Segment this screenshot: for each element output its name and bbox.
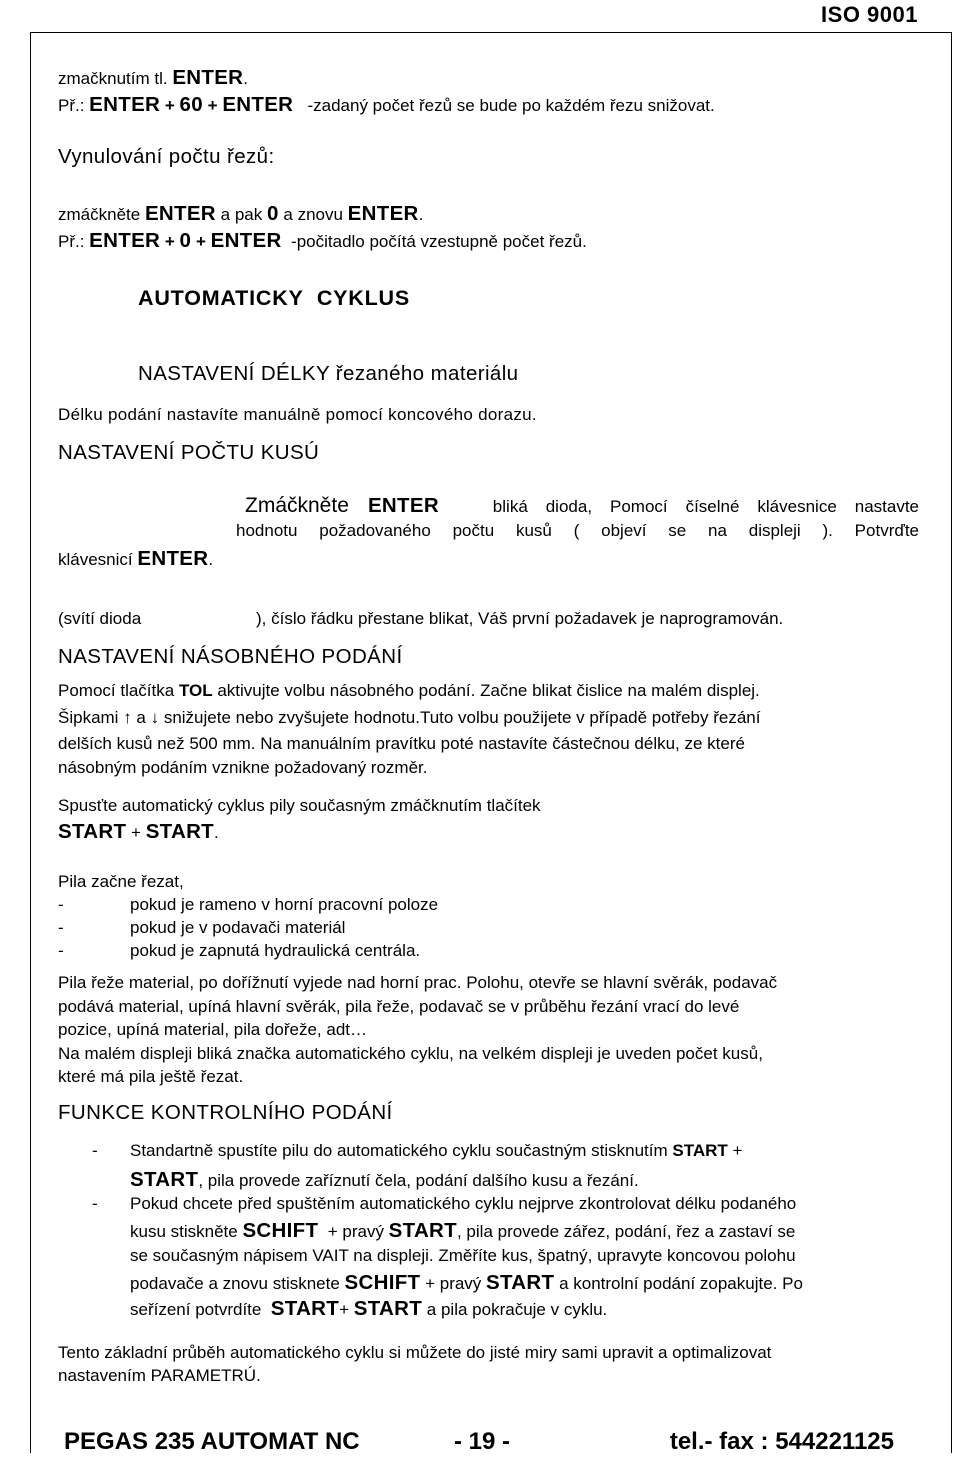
item-1-line-1 [130,1141,742,1161]
dash: - [58,895,64,914]
footer-model: PEGAS 235 AUTOMAT NC [64,1428,360,1455]
arrow-up-icon: ↑ [123,708,132,727]
dash: - [58,941,64,960]
condition-1 [58,895,438,915]
key-start: START [672,1141,728,1160]
text: Př.: [58,96,90,115]
count-line-1 [245,494,919,518]
text: . [208,550,214,569]
text: snižujete nebo zvyšujete hodnotu.Tuto volbu použijete v případě potřeby řezání [159,708,761,727]
key-0: 0 [179,229,192,252]
key-enter: ENTER [89,93,161,116]
process-line-4: Na malém displeji bliká značka automatického cyklu, na velkém displeji je uveden počet kusů, [58,1044,763,1063]
text: bliká dioda, Pomocí číselné klávesnice nastavte [438,497,919,516]
enter-line-2 [58,93,715,117]
item-2-line-1: Pokud chcete před spuštěním automatického cyklu nejprve zkontrolovat délku podaného [130,1194,797,1213]
auto-cycle-title: AUTOMATICKY CYKLUS [138,286,411,310]
text: + [202,96,223,115]
item-2-line-5 [130,1297,607,1321]
item-2-line-4 [130,1271,803,1295]
text: a pila pokračuje v cyklu. [422,1300,608,1319]
text: Př.: [58,232,90,251]
start-line-2 [58,820,219,844]
key-60: 60 [179,93,203,116]
text: + [191,232,211,251]
text: pokud je zapnutá hydraulická centrála. [130,941,421,960]
key-start: START [58,820,127,843]
text: a znovu [278,205,348,224]
text [245,494,919,518]
text: . [214,823,219,842]
key-start: START [130,1168,199,1191]
process-line-5: které má pila ještě řezat. [58,1067,244,1086]
item-2-line-2 [130,1219,795,1243]
footer-page-number: - 19 - [454,1428,511,1455]
arrow-down-icon: ↓ [150,708,160,727]
text: a kontrolní podání zopakujte. Po [554,1274,803,1293]
text: hodnotu požadovaného počtu kusů ( objeví se na displeji ). Potvrďte [236,521,919,540]
key-schift: SCHIFT [242,1219,319,1242]
text: + [160,96,180,115]
text: zmáčkněte [58,205,145,224]
key-start: START [145,820,214,843]
text: + [339,1300,354,1319]
closing-line-1: Tento základní průběh automatického cyklu si můžete do jisté miry sami upravit a optimalizovat [58,1343,772,1362]
key-schift: SCHIFT [344,1271,421,1294]
text: -zadaný počet řezů se bude po každém řezu snižovat. [293,96,715,115]
key-enter: ENTER [89,229,161,252]
length-text: Délku podání nastavíte manuálně pomocí koncového dorazu. [58,405,537,424]
text: + pravý [420,1274,487,1293]
closing-line-2: nastavením PARAMETRÚ. [58,1366,261,1385]
text: , pila provede zářez, podání, řez a zastaví se [456,1222,796,1241]
key-0: 0 [266,202,279,225]
process-line-3: pozice, upíná material, pila dořeže, adt… [58,1020,368,1039]
text: kusu stiskněte [130,1222,243,1241]
text: + [727,1141,743,1160]
condition-2 [58,918,345,938]
key-start: START [270,1297,340,1320]
page-footer [64,1428,894,1457]
text: aktivujte volbu násobného podání. Začne blikat čislice na malém displej. [212,681,760,700]
text: klávesnicí [58,550,138,569]
reset-heading: Vynulování počtu řezů: [58,145,275,168]
diode-text-b: ), číslo řádku přestane blikat, Váš první požadavek je naprogramován. [256,609,784,628]
key-tol: TOL [178,681,213,700]
multi-feed-heading: NASTAVENÍ NÁSOBNÉHO PODÁNÍ [58,645,403,668]
multi-feed-line-4: násobným podáním vznikne požadovaný rozměr. [58,758,428,777]
text: podavače a znovu stisknete [130,1274,345,1293]
key-start: START [353,1297,423,1320]
text: . [243,69,249,88]
text: Standartně spustíte pilu do automatického cyklu součastným stisknutím [130,1141,673,1160]
key-enter: ENTER [144,202,216,225]
diode-text-a: (svítí dioda [58,609,142,628]
iso-badge: ISO 9001 [821,2,918,27]
footer-phone: tel.- fax : 544221125 [669,1428,894,1455]
text: a [131,708,151,727]
process-line-2: podává material, upíná hlavní svěrák, pila řeže, podavač se v průběhu řezání vrací do levé [58,997,740,1016]
multi-feed-line-1 [58,681,760,701]
text: , pila provede zaříznutí čela, podání dalšího kusu a řezání. [198,1171,639,1190]
enter-line-1 [58,66,248,90]
reset-line-2 [58,229,587,253]
text: . [418,205,424,224]
multi-feed-line-3: delších kusů než 500 mm. Na manuálním pravítku poté nastavíte částečnou délku, ze které [58,734,745,753]
process-line-1: Pila řeže material, po dořížnutí vyjede nad horní prac. Polohu, otevře se hlavní svěrák, podavač [58,973,778,992]
text: + [160,232,180,251]
text: pokud je rameno v horní pracovní poloze [130,895,439,914]
key-start: START [486,1271,555,1294]
key-enter: ENTER [172,66,244,89]
key-enter: ENTER [367,494,439,517]
key-start: START [388,1219,457,1242]
text: + pravý [318,1222,389,1241]
key-enter: ENTER [222,93,294,116]
text: -počitadlo počítá vzestupně počet řezů. [281,232,587,251]
dash: - [58,918,64,937]
saw-start-text: Pila začne řezat, [58,872,184,891]
count-line-2 [236,521,919,541]
control-feed-heading: FUNKCE KONTROLNÍHO PODÁNÍ [58,1101,393,1124]
key-enter: ENTER [347,202,419,225]
text: seřízení potvrdíte [130,1300,271,1319]
key-enter: ENTER [210,229,282,252]
count-heading: NASTAVENÍ POČTU KUSÚ [58,441,320,464]
key-enter: ENTER [137,547,209,570]
length-heading: NASTAVENÍ DÉLKY řezaného materiálu [138,362,519,385]
text: Šipkami [58,708,124,727]
text: Zmáčkněte [245,494,368,517]
item-2-line-3: se současným nápisem VAIT na displeji. Změříte kus, špatný, upravyte koncovou polohu [130,1246,796,1265]
text: + [126,823,146,842]
text: a pak [215,205,267,224]
condition-3 [58,941,420,961]
start-line-1: Spusťte automatický cyklus pily současným zmáčknutím tlačítek [58,796,541,815]
text: pokud je v podavači materiál [130,918,346,937]
multi-feed-line-2 [58,708,760,728]
item-1-line-2 [130,1168,639,1192]
item-2-dash: - [92,1194,98,1213]
reset-line-1 [58,202,423,226]
text: Pomocí tlačítka [58,681,179,700]
text: zmačknutím tl. [58,69,173,88]
count-line-3 [58,547,213,571]
item-1-dash: - [92,1141,98,1160]
